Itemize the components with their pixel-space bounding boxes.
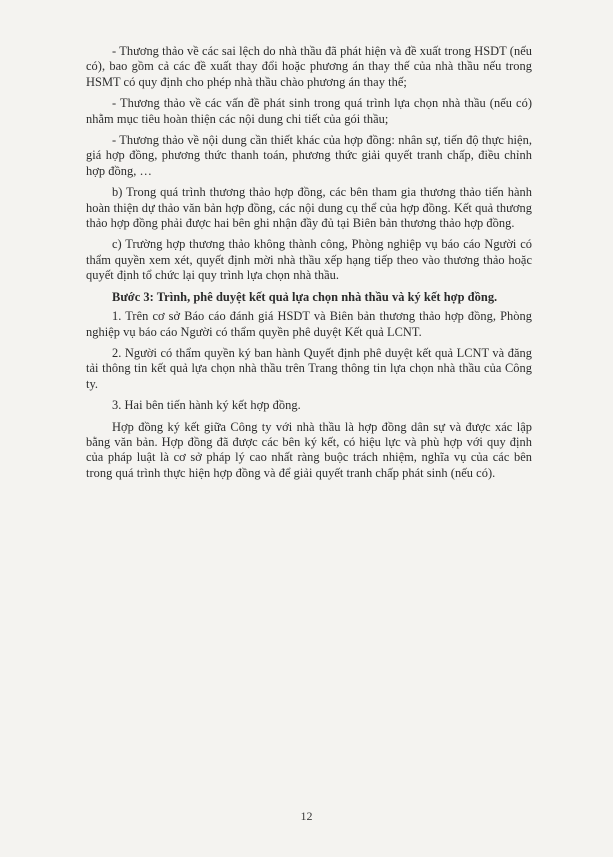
page-number: 12 — [300, 809, 313, 823]
paragraph-item-c: c) Trường hợp thương thảo không thành công, Phòng nghiệp vụ báo cáo Người có thẩm quyền xem xét, quyết định mời nhà thầu xếp hạng tiếp theo vào thương thảo hoặc quyết định tổ chức lại quy trình lựa chọn nhà thầu. — [86, 237, 532, 283]
paragraph-item-b: b) Trong quá trình thương thảo hợp đồng, các bên tham gia thương thảo tiến hành hoàn thiện dự thảo văn bản hợp đồng, các nội dung cụ thể của hợp đồng. Kết quả thương thảo hợp đồng phải được hai bên ghi nhận đầy đủ tại Biên bản thương thảo hợp đồng. — [86, 185, 532, 231]
paragraph-negotiate-other-content: - Thương thảo về nội dung cần thiết khác của hợp đồng: nhân sự, tiến độ thực hiện, giá hợp đồng, phương thức thanh toán, phương thức giải quyết tranh chấp, điều chỉnh hợp đồng, … — [86, 133, 532, 178]
paragraph-negotiate-issues: - Thương thảo về các vấn đề phát sinh trong quá trình lựa chọn nhà thầu (nếu có) nhằm mục tiêu hoàn thiện các nội dung chi tiết của gói thầu; — [86, 96, 532, 126]
paragraph-step-3-item-1: 1. Trên cơ sở Báo cáo đánh giá HSDT và Biên bản thương thảo hợp đồng, Phòng nghiệp vụ báo cáo Người có thẩm quyền phê duyệt Kết quả LCNT. — [86, 309, 532, 339]
paragraph-step-3-item-3: 3. Hai bên tiến hành ký kết hợp đồng. — [112, 398, 301, 413]
page-body — [86, 44, 532, 487]
paragraph-step-3-item-2: 2. Người có thẩm quyền ký ban hành Quyết định phê duyệt kết quả LCNT và đăng tải thông tin kết quả lựa chọn nhà thầu trên Trang thông tin lựa chọn nhà thầu của Công ty. — [86, 345, 532, 391]
step-3-heading: Bước 3: Trình, phê duyệt kết quả lựa chọn nhà thầu và ký kết hợp đồng. — [112, 289, 498, 304]
paragraph-contract-legal-basis: Hợp đồng ký kết giữa Công ty với nhà thầu là hợp đồng dân sự và được xác lập bằng văn bản. Hợp đồng đã được các bên ký kết, có hiệu lực và phù hợp với quy định của pháp luật là cơ sở pháp lý cao nhất ràng buộc trách nhiệm, nghĩa vụ của các bên trong quá trình thực hiện hợp đồng và để giải quyết tranh chấp phát sinh (nếu có). — [86, 419, 532, 480]
paragraph-negotiate-deviations: - Thương thảo về các sai lệch do nhà thầu đã phát hiện và đề xuất trong HSDT (nếu có), bao gồm cả các đề xuất thay đổi hoặc phương án thay thế của nhà thầu nếu trong HSMT có quy định cho phép nhà thầu chào phương án thay thế; — [86, 44, 532, 89]
